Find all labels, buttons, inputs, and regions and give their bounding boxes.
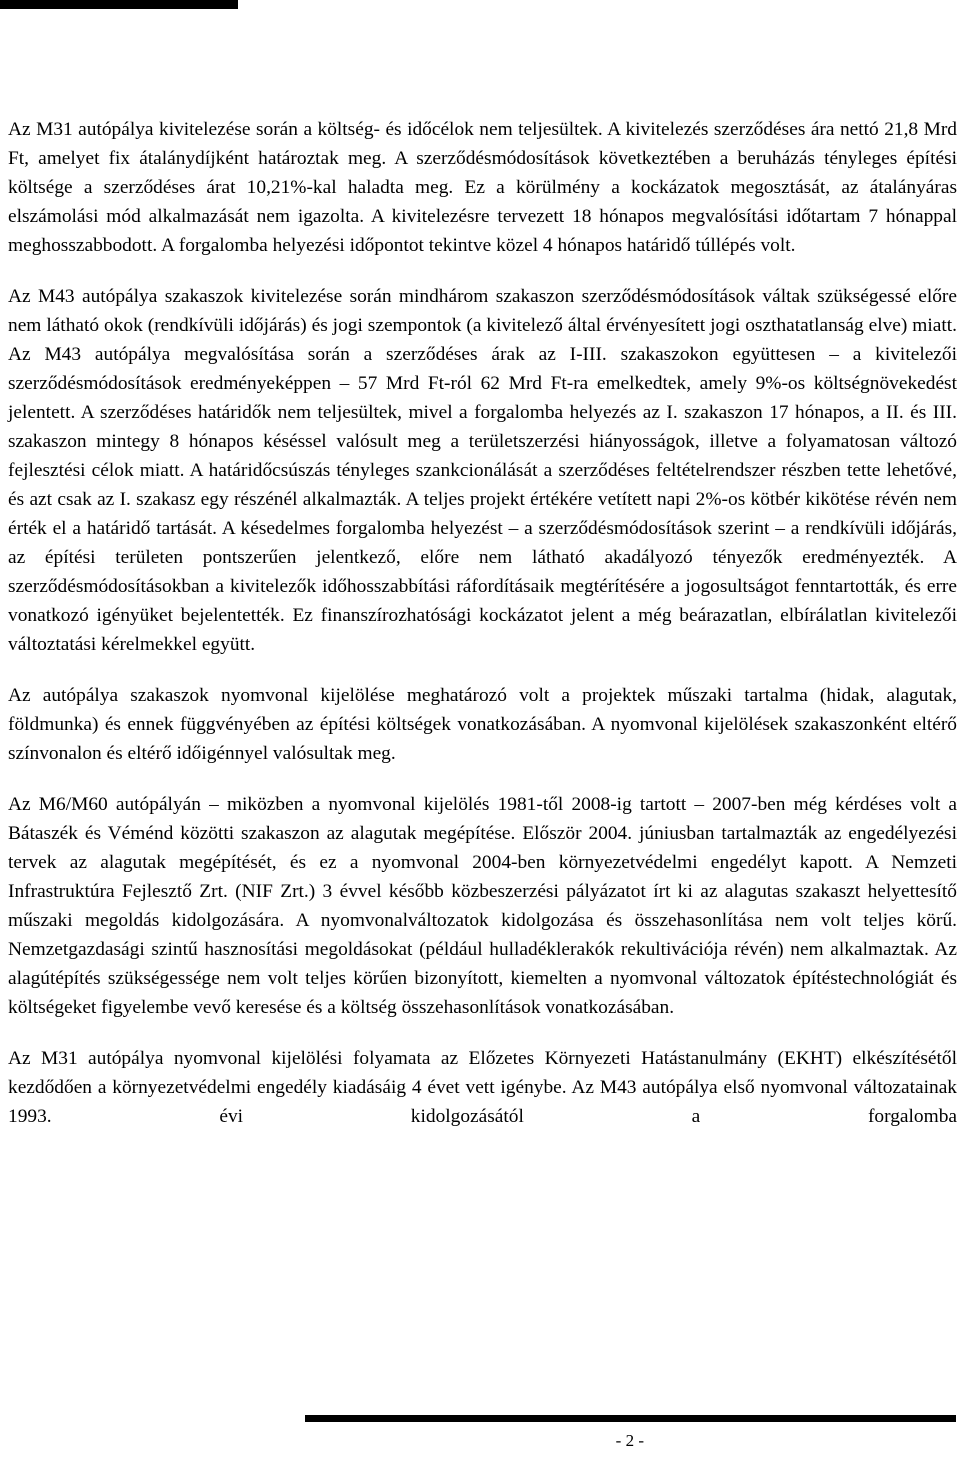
paragraph-m31-costs: Az M31 autópálya kivitelezése során a költség- és időcélok nem teljesültek. A kivitelezés szerződéses ára nettó 21,8 Mrd Ft, amelyet fix átalánydíjként határoztak meg. A szerződésmódosítások következtében a beruházás tényleges építési költsége a szerződéses árat 10,21%-kal haladta meg. Ez a körülmény a kockázatok megosztását, az átalányáras elszámolási mód alkalmazását nem igazolta. A kivitelezésre tervezett 18 hónapos megvalósítási időtartam 7 hónappal meghosszabbodott. A forgalomba helyezési időpontot tekintve közel 4 hónapos határidő túllépés volt. <box>8 119 957 256</box>
paragraph-m43-contracts: Az M43 autópálya szakaszok kivitelezése során mindhárom szakaszon szerződésmódosítások váltak szükségessé előre nem látható okok (rendkívüli időjárás) és jogi szempontok (a kivitelező által érvényesített jogi oszthatatlanság elve) miatt. Az M43 autópálya megvalósítása során a szerződéses árak az I-III. szakaszokon együttesen – a kivitelezői szerződésmódosítások eredményeképpen – 57 Mrd Ft-ról 62 Mrd Ft-ra emelkedtek, amely 9%-os költségnövekedést jelentett. A szerződéses határidők nem teljesültek, mivel a forgalomba helyezés az I. szakaszon 17 hónapos, a II. és III. szakaszon mintegy 8 hónapos késéssel valósult meg a területszerzési hiányosságok, illetve a folyamatosan változó fejlesztési célok miatt. A határidőcsúszás tényleges szankcionálását a szerződéses feltételrendszer részben tette lehetővé, és azt csak az I. szakasz egy részénél alkalmazták. A teljes projekt értékére vetített napi 2%-os kötbér kikötése révén nem érték el a határidő tartását. A késedelmes forgalomba helyezést – a szerződésmódosítások szerint – a rendkívüli időjárás, az építési területen pontszerűen jelentkező, előre nem látható akadályozó tényezők eredményezték. A szerződésmódosításokban a kivitelezők időhosszabbítási ráfordításaik megtérítésére a jogosultságot fenntartották, és erre vonatkozó igényüket bejelentették. Ez finanszírozhatósági kockázatot jelent a még beárazatlan, elbírálatlan kivitelezői változtatási kérelmekkel együtt. <box>8 286 957 655</box>
document-body <box>8 115 957 1153</box>
paragraph-m6-m60: Az M6/M60 autópályán – miközben a nyomvonal kijelölés 1981-től 2008-ig tartott – 2007-ben még kérdéses volt a Bátaszék és Véménd közötti szakaszon az alagutak megépítése. Először 2004. júniusban tartalmazták az engedélyezési tervek az alagutak megépítését, és ez a nyomvonal 2004-ben környezetvédelmi engedélyt kapott. A Nemzeti Infrastruktúra Fejlesztő Zrt. (NIF Zrt.) 3 évvel később közbeszerzési pályázatot írt ki az alagutas szakaszt helyettesítő műszaki megoldás kidolgozására. A nyomvonalváltozatok kidolgozása és összehasonlítása nem volt teljes körű. Nemzetgazdasági szintű hasznosítási megoldásokat (például hulladéklerakók rekultivációja révén) nem alkalmaztak. Az alagútépítés szükségessége nem volt teljes körűen bizonyított, kiemelten a nyomvonal változatok építéstechnológiát és költségeket figyelembe vevő keresése és a költség összehasonlítások vonatkozásában. <box>8 794 957 1018</box>
header-rule <box>0 0 238 9</box>
page-number: - 2 - <box>615 1431 644 1450</box>
paragraph-route-designation: Az autópálya szakaszok nyomvonal kijelölése meghatározó volt a projektek műszaki tartalma (hidak, alagutak, földmunka) és ennek függvényében az építési költségek vonatkozásában. A nyomvonal kijelölések szakaszonként eltérő színvonalon és eltérő időigénnyel valósultak meg. <box>8 685 957 764</box>
footer-rule <box>305 1415 956 1422</box>
paragraph-m31-route-process: Az M31 autópálya nyomvonal kijelölési folyamata az Előzetes Környezeti Hatástanulmány (EKHT) elkészítésétől kezdődően a környezetvédelmi engedély kiadásáig 4 évet vett igénybe. Az M43 autópálya első nyomvonal változatainak 1993. évi kidolgozásától a forgalomba <box>8 1048 957 1127</box>
